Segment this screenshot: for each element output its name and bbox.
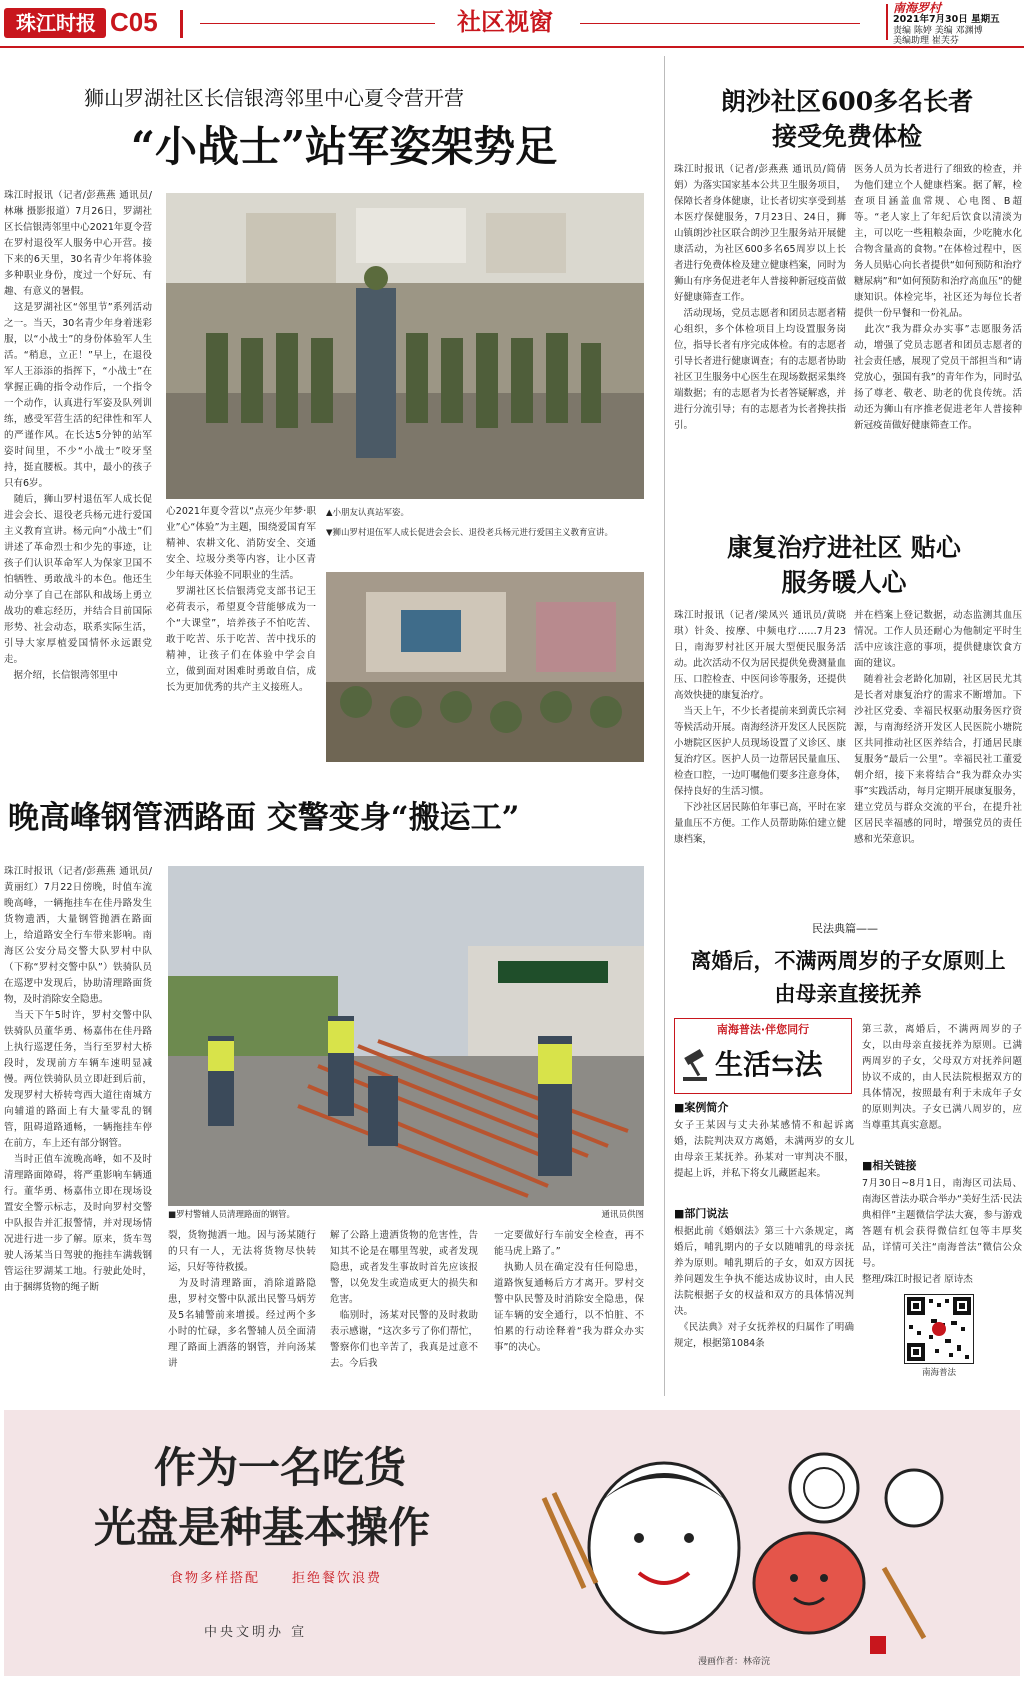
photo-military-stance-image [166, 193, 644, 499]
photo-steel-pipes-image [168, 866, 644, 1206]
public-service-banner [4, 1410, 1020, 1676]
page-number: C05 [110, 7, 158, 37]
banner-line2: 光盘是种基本操作 [94, 1503, 431, 1552]
date-line: 2021年7月30日 星期五 [893, 14, 1000, 25]
law-logo-main: 生活⇆法 [715, 1048, 823, 1081]
article-checkup [670, 60, 1024, 490]
article-body-col1: 珠江时报讯（记者/梁凤兴 通讯员/黄晓琪）针灸、按摩、中频电疗……7月23日，南海罗村社区开展大型便民服务活动。此次活动不仅为居民提供免费测量血压、口腔检查、中医问诊等服务，还提供高效快捷的康复治疗。 当天上午，不少长者提前来到黄氏宗祠等候活动开展。南海经济开发区人民医院小塘院区医护人员现场设置了义诊区、康复治疗区。医护人员一边帮居民量血压、检查口腔，一边叮嘱他们要多注意身体，保持良好的生活习惯。 下沙社区居民陈伯年事已高，平时在家量血压不方便。工作人员帮助陈伯建立健康档案， [674, 610, 846, 845]
article-body-col1: 珠江时报讯（记者/彭燕燕 通讯员/简倩娟）为落实国家基本公共卫生服务项目，保障长者身体健康，让长者切实享受到基本医疗保健服务，7月23日、24日，狮山镇朗沙社区联合朗沙卫生服务站开展健康活动，为社区600多名65周岁以上长者进行免费体检及建立健康档案，同时为狮山有序务促进老年人普接种新冠疫苗做好健康筛查工作。 活动现场，党员志愿者和团员志愿者精心组织，多个体检项目上均设置服务岗位，指导长者有序完成体检。有的志愿者引导长者进行健康调查；有的志愿者协助社区卫生服务中心医生在现场数据采集终端数据；有的志愿者为长者答疑解惑，并进行分流引导；有的志愿者为长者搀扶指引。 [674, 164, 846, 431]
paper-name: 珠江时报 [16, 11, 96, 35]
banner-slogan-a: 食物多样搭配 [170, 1571, 261, 1586]
photo-caption-1: ▲小朋友认真站军姿。 [326, 508, 410, 518]
column-divider [664, 56, 665, 1396]
article-body-col1: 珠江时报讯（记者/彭燕燕 通讯员/黄丽红）7月22日傍晚，时值车流晚高峰，一辆拖挂车在佳丹路发生货物遗洒，大量钢管抛洒在路面上，给道路安全行车带来影响。南海区公安分局交警大队罗村中队（下称“罗村交警中队”）铁骑队员在巡逻中发现后，协助清理路面货物，及时消除安全隐患。 当天下午5时许，罗村交警中队铁骑队员董华勇、杨嘉伟在佳丹路上执行巡逻任务，当行至罗村大桥段时，发现前方车辆车速明显减慢。两位铁骑队员立即赶到后前，发现罗村大桥转弯西大道往南城方向辅道的路面上有大量零乱的钢管，阻碍道路通畅，一辆拖挂车停在前方，车上还有部分钢管。 当时正值车流晚高峰，如不及时清理路面障碍，将严重影响车辆通行。董华勇、杨嘉伟立即在现场设置安全警示标志，及时向罗村交警中队报告并汇报警情，并对现场情况进行进一步了解。原来，货车驾驶人汤某当日驾驶的拖挂车满载钢管运往罗湖某工地。行驶此处时，由于捆绑货物的绳子断 [4, 866, 152, 1293]
link-title: ■相关链接 [862, 1159, 917, 1172]
article-body-col3: 解了公路上遗洒货物的危害性，告知其不论是在哪里驾驶，或者发现隐患，或者发生事故时首先应该报警，以免发生或造成更大的损失和危害。 临别时，汤某对民警的及时救助表示感谢，“这次多亏了你们帮忙，警察你们也辛苦了，我真是过意不去。今后我 [330, 1230, 478, 1369]
masthead-line-left [200, 23, 435, 24]
link-text: 7月30日~8月1日，南海区司法局、南海区普法办联合举办“美好生活·民法典相伴”主题微信学法大赛，参与游戏答题有机会获得微信红包等丰厚奖品，详情可关注“南海普法”微信公众号。 [862, 1178, 1022, 1269]
photo-caption-2: ▼狮山罗村退伍军人成长促进会会长、退役老兵杨元进行爱国主义教育宣讲。 [326, 528, 614, 538]
dept-text: 根据此前《婚姻法》第三十六条规定，离婚后，哺乳期内的子女以随哺乳的母亲抚养为原则。哺乳期后的子女，如双方因抚养问题发生争执不能达成协议时，由人民法院根据子女的权益和双方的具体情况判决。 《民法典》对子女抚养权的归属作了明确规定，根据第1084条 [674, 1226, 854, 1349]
banner-artist: 漫画作者：林帝浣 [698, 1657, 771, 1667]
civil-code-text: 第三款，离婚后，不满两周岁的子女，以由母亲直接抚养为原则。已满两周岁的子女，父母双方对抚养问题协议不成的，由人民法院根据双方的具体情况，按照最有利于未成年子女的原则判决。子女已满八周岁的，应当尊重其真实意愿。 [862, 1024, 1022, 1131]
article-headline: “小战士”站军姿架势足 [130, 122, 558, 171]
banner-line1: 作为一名吃货 [154, 1443, 407, 1492]
qr-code-image [905, 1295, 973, 1363]
article-body-col2: 裂，货物抛洒一地。因与汤某随行的只有一人，无法将货物尽快转运，只好等待救援。 为及时清理路面，消除道路隐患，罗村交警中队派出民警马炳芳及5名辅警前来增援。经过两个多小时的忙碌，多名警辅人员全面清理了路面上洒落的钢管，并向汤某讲 [168, 1230, 316, 1369]
article-headline: 朗沙社区600多名长者接受免费体检 [720, 87, 974, 151]
banner-slogan-b: 拒绝餐饮浪费 [292, 1571, 383, 1586]
article-headline: 离婚后，不满两周岁的子女原则上由母亲直接抚养 [690, 948, 1006, 1006]
article-summer-camp [0, 48, 662, 762]
masthead-divider-right [886, 4, 888, 40]
banner-illustration [524, 1418, 954, 1648]
photo-caption: ■罗村警辅人员清理路面的钢管。 [168, 1210, 296, 1220]
qr-label: 南海普法 [921, 1368, 956, 1378]
photo-lecture [326, 572, 644, 762]
banner-issuer: 中央文明办 宣 [204, 1625, 308, 1640]
editor-assistant: 美编助理 崔芙芬 [893, 36, 959, 46]
photo-military-stance [166, 193, 644, 499]
series-label: 民法典篇—— [812, 922, 878, 935]
article-body-col2: 并在档案上登记数据，动态监测其血压情况。工作人员还耐心为他制定平时生活中应该注意的事项，提供健康饮食方面的建议。 随着社会老龄化加剧，社区居民尤其是长者对康复治疗的需求不断增加。下沙社区党委、幸福民权驱动服务医疗资源，与南海经济开发区人民医院小塘院区共同推动社区医养结合，打通居民康复服务“最后一公里”。幸福民社工董爱朝介绍，接下来将结合“我为群众办实事”实践活动，每月定期开展康复服务，建立党员与群众交流的平台，在提升社区居民幸福感的同时，增强党员的责任感和光荣意识。 [854, 610, 1022, 845]
article-body-col2: 心2021年夏令营以“点亮少年梦·职业”心“体验”为主题，围绕爱国育军精神、农耕文化、消防安全、交通安全、垃圾分类等内容，让小区青少年每天体验不同职业的生活。 罗湖社区长信银湾党支部书记王必荷表示，希望夏令营能够成为一个“大课堂”，培养孩子不怕吃苦、敢于吃苦、乐于吃苦、苦中找乐的精神，让孩子们在体验中学会自立，做到面对困难时勇敢自信，成长为更加优秀的共产主义接班人。 [166, 506, 316, 693]
article-headline: 康复治疗进社区 贴心服务暖人心 [727, 533, 961, 597]
edition-logo: 南海罗村 [893, 1, 942, 15]
section-title: 社区视窗 [457, 8, 553, 36]
article-traffic-police [0, 790, 664, 1400]
article-kicker: 狮山罗湖社区长信银湾邻里中心夏令营开营 [84, 86, 464, 110]
law-logo-top: 南海普法·伴您同行 [716, 1023, 810, 1036]
case-title: ■案例简介 [674, 1101, 729, 1114]
article-headline: 晚高峰钢管洒路面 交警变身“搬运工” [8, 800, 520, 836]
photo-lecture-image [326, 572, 644, 762]
masthead-line-right [580, 23, 860, 24]
qr-code[interactable] [904, 1294, 974, 1364]
article-body-col4: 一定要做好行车前安全检查，再不能马虎上路了。” 执勤人员在确定没有任何隐患，道路恢复通畅后方才离开。罗村交警中队民警及时消除安全隐患，保证车辆的安全通行，以不怕脏、不怕累的行动诠释着“我为群众办实事”的决心。 [494, 1230, 644, 1353]
photo-steel-pipes [168, 866, 644, 1206]
article-body-col2: 医务人员为长者进行了细致的检查，并为他们建立个人健康档案。据了解，检查项目涵盖血常规、心电图、B超等。“老人家上了年纪后饮食以清淡为主，可以吃一些粗粮杂面，少吃腌水化合物含量高的食物。”在体检过程中，医务人员贴心向长者提供“如何预防和治疗糖尿病”和“如何预防和治疗高血压”的健康知识。体检完毕，社区还为每位长者提供一份早餐和一份礼品。 此次“我为群众办实事”志愿服务活动，增强了党员志愿者和团员志愿者的社会责任感，展现了党员干部担当和“请党放心，强国有我”的青年作为，同时弘扬了尊老、敬老、助老的优良传统。活动还为狮山有序推老促进老年人普接种新冠疫苗做好健康筛查工作。 [854, 164, 1022, 431]
masthead-divider-left [180, 10, 183, 38]
law-logo [674, 1018, 852, 1094]
author-line: 整理/珠江时报记者 原诗杰 [862, 1274, 973, 1285]
banner-illustration-image [524, 1418, 954, 1648]
dept-title: ■部门说法 [674, 1207, 729, 1220]
masthead [0, 0, 1024, 44]
artist-seal [870, 1636, 886, 1654]
article-rehab [670, 520, 1024, 910]
article-civil-code [670, 910, 1024, 1400]
gavel-icon [681, 1047, 711, 1083]
photo-credit: 通讯员供图 [601, 1210, 644, 1220]
case-text: 女子王某因与丈夫孙某感情不和起诉离婚，法院判决双方离婚，未满两岁的女儿由母亲王某抚养。孙某对一审判决不服，提起上诉，并私下将女儿藏匿起来。 [674, 1120, 854, 1179]
article-body-col1: 珠江时报讯（记者/彭燕燕 通讯员/林琳 摄影报道）7月26日，罗湖社区长信银湾邻里中心2021年夏令营在罗村退役军人服务中心开营。接下来的6天里，30名青少年将体验多种职业身份，度过一个好玩、有趣、有意义的暑假。 这是罗湖社区“邻里节”系列活动之一。当天，30名青少年身着迷彩服，以“小战士”的身份体验军人生活。“稍息，立正！”早上，在退役军人王添添的指挥下，“小战士”在掌握正确的指令动作后，一个指令一个动作，认真进行军姿及队列训练，感受军营生活的纪律性和军人的严谨作风。在长达5分钟的站军姿时间里，不少“小战士”咬牙坚持，挺直腰板。其中，最小的孩子只有6岁。 随后，狮山罗村退伍军人成长促进会会长、退役老兵杨元进行爱国主义教育宣讲。杨元向“小战士”们讲述了革命烈士和少先的事迹，让孩子们认识革命军人为保家卫国不怕牺牲、勇敢战斗的本色。他还生动分享了自己在部队和战场上勇立战功的难忘经历，并结合目前国际形势、社会动态，联系实际生活，引导大家厚植爱国情怀永远跟党走。 据介绍，长信银湾邻里中 [4, 190, 152, 681]
editors: 责编 陈婷 美编 邓渊博 [893, 26, 983, 36]
